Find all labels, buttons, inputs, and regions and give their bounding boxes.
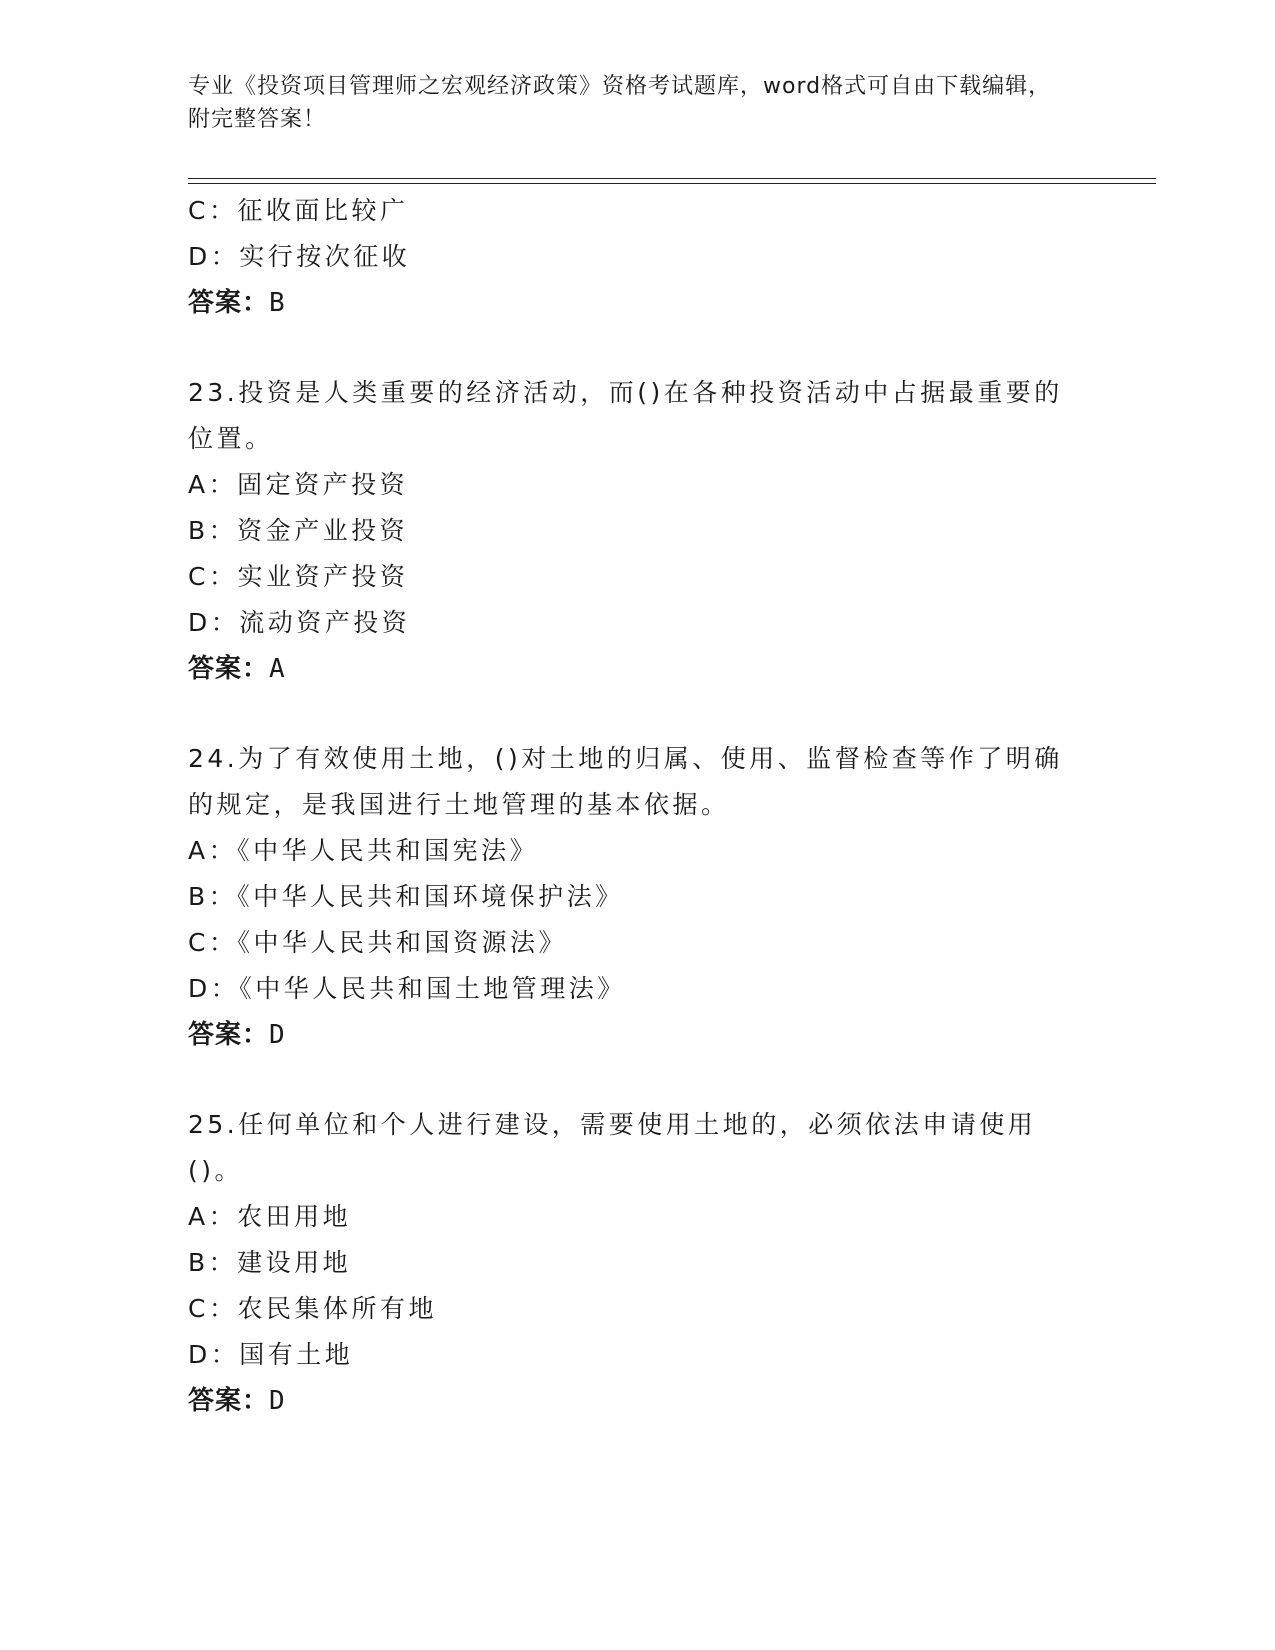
option-a: [188, 1194, 1078, 1240]
option-text: 《中华人民共和国资源法》: [237, 928, 567, 957]
option-d: [188, 234, 1078, 280]
option-text: 实业资产投资: [237, 562, 409, 591]
option-letter: C：: [188, 196, 238, 225]
question-24: [188, 736, 1078, 1058]
header-rule-bottom: [188, 183, 1156, 184]
option-text: 《中华人民共和国宪法》: [237, 836, 539, 865]
option-letter: A：: [188, 1202, 238, 1231]
option-b: [188, 508, 1078, 554]
prev-question: [188, 188, 1078, 326]
option-text: 《中华人民共和国土地管理法》: [239, 974, 626, 1003]
question-list: [188, 188, 1078, 1424]
option-a: [188, 462, 1078, 508]
answer-value: D: [269, 1020, 286, 1050]
question-25: [188, 1102, 1078, 1424]
answer-line: [188, 1378, 1078, 1424]
question-23: [188, 370, 1078, 692]
answer-value: D: [269, 1386, 286, 1416]
option-c: [188, 1286, 1078, 1332]
answer-value: A: [269, 654, 286, 684]
option-letter: C：: [188, 1294, 238, 1323]
option-c: [188, 920, 1078, 966]
option-text: 国有土地: [239, 1340, 354, 1369]
answer-label: 答案：: [188, 288, 270, 318]
option-letter: A：: [188, 836, 238, 865]
option-text: 实行按次征收: [239, 242, 411, 271]
option-text: 农田用地: [237, 1202, 352, 1231]
option-text: 农民集体所有地: [237, 1294, 437, 1323]
option-d: [188, 600, 1078, 646]
option-letter: C：: [188, 562, 238, 591]
option-d: [188, 1332, 1078, 1378]
option-b: [188, 1240, 1078, 1286]
option-b: [188, 874, 1078, 920]
option-letter: D：: [188, 974, 240, 1003]
option-letter: D：: [188, 1340, 240, 1369]
option-text: 流动资产投资: [239, 608, 411, 637]
question-stem: 23.投资是人类重要的经济活动，而()在各种投资活动中占据最重要的位置。: [188, 378, 1063, 453]
option-letter: B：: [188, 516, 238, 545]
option-text: 《中华人民共和国环境保护法》: [237, 882, 624, 911]
option-letter: C：: [188, 928, 238, 957]
answer-label: 答案：: [188, 1386, 270, 1416]
option-text: 建设用地: [237, 1248, 352, 1277]
option-a: [188, 828, 1078, 874]
option-letter: D：: [188, 242, 240, 271]
answer-label: 答案：: [188, 654, 270, 684]
option-c: [188, 188, 1078, 234]
option-text: 资金产业投资: [237, 516, 409, 545]
option-letter: A：: [188, 470, 238, 499]
answer-line: [188, 1012, 1078, 1058]
answer-line: [188, 280, 1078, 326]
option-letter: D：: [188, 608, 240, 637]
option-d: [188, 966, 1078, 1012]
question-stem: 25.任何单位和个人进行建设，需要使用土地的，必须依法申请使用()。: [188, 1110, 1037, 1185]
option-letter: B：: [188, 1248, 238, 1277]
option-c: [188, 554, 1078, 600]
answer-value: B: [269, 288, 286, 318]
page-header: 专业《投资项目管理师之宏观经济政策》资格考试题库，word格式可自由下载编辑，附完整答案！: [188, 74, 1052, 132]
option-letter: B：: [188, 882, 238, 911]
answer-label: 答案：: [188, 1020, 270, 1050]
option-text: 征收面比较广: [237, 196, 409, 225]
question-stem: 24.为了有效使用土地，()对土地的归属、使用、监督检查等作了明确的规定，是我国进行土地管理的基本依据。: [188, 744, 1063, 819]
answer-line: [188, 646, 1078, 692]
option-text: 固定资产投资: [237, 470, 409, 499]
header-rule-top: [188, 178, 1156, 179]
